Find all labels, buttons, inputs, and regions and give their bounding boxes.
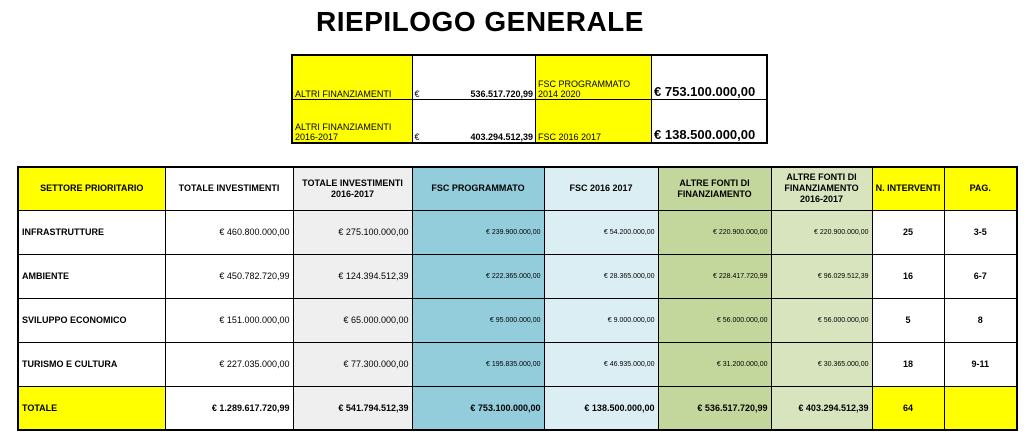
cell-settore: AMBIENTE [18,254,165,298]
summary-value-fsc: € 753.100.000,00 [652,55,767,99]
cell-totale: € 227.035.000,00 [165,342,293,386]
main-table [17,166,1018,431]
cell-altre: € 220.900.000,00 [658,210,771,254]
table-row [18,342,1017,386]
cell-fsc-1617: € 46.935.000,00 [544,342,658,386]
cell-pag: 8 [944,298,1017,342]
summary-label: ALTRI FINANZIAMENTI 2016-2017 [292,99,412,143]
cell-settore: TURISMO E CULTURA [18,342,165,386]
page-title: RIEPILOGO GENERALE [316,6,644,37]
cell-interventi: 16 [872,254,944,298]
header-pag: PAG. [944,167,1017,210]
summary-row [292,55,767,99]
cell-totale: € 151.000.000,00 [165,298,293,342]
cell-altre-1617: € 56.000.000,00 [771,298,872,342]
summary-value: 536.517.720,99 [422,55,536,99]
cell-totale-1617: € 77.300.000,00 [293,342,412,386]
header-interventi: N. INTERVENTI [872,167,944,210]
total-altre-1617: € 403.294.512,39 [771,386,872,430]
cell-pag: 9-11 [944,342,1017,386]
cell-totale-1617: € 124.394.512,39 [293,254,412,298]
header-altre: ALTRE FONTI DI FINANZIAMENTO [658,167,771,210]
cell-pag: 6-7 [944,254,1017,298]
cell-settore: INFRASTRUTTURE [18,210,165,254]
cell-totale-1617: € 275.100.000,00 [293,210,412,254]
header-totale: TOTALE INVESTIMENTI [165,167,293,210]
cell-totale: € 450.782.720,99 [165,254,293,298]
cell-interventi: 25 [872,210,944,254]
header-totale-1617: TOTALE INVESTIMENTI 2016-2017 [293,167,412,210]
total-pag [944,386,1017,430]
summary-row [292,99,767,143]
cell-altre: € 228.417.720,99 [658,254,771,298]
total-interventi: 64 [872,386,944,430]
header-fsc-1617: FSC 2016 2017 [544,167,658,210]
header-settore: SETTORE PRIORITARIO [18,167,165,210]
cell-altre: € 31.200.000,00 [658,342,771,386]
total-fsc: € 753.100.000,00 [412,386,544,430]
summary-currency: € [412,55,422,99]
total-totale: € 1.289.617.720,99 [165,386,293,430]
summary-label-fsc: FSC PROGRAMMATO 2014 2020 [536,55,652,99]
total-altre: € 536.517.720,99 [658,386,771,430]
total-label: TOTALE [18,386,165,430]
cell-totale: € 460.800.000,00 [165,210,293,254]
cell-altre-1617: € 96.029.512,39 [771,254,872,298]
summary-label: ALTRI FINANZIAMENTI [292,55,412,99]
cell-totale-1617: € 65.000.000,00 [293,298,412,342]
cell-interventi: 5 [872,298,944,342]
cell-fsc: € 222.365.000,00 [412,254,544,298]
cell-fsc-1617: € 9.000.000,00 [544,298,658,342]
header-altre-1617: ALTRE FONTI DI FINANZIAMENTO 2016-2017 [771,167,872,210]
header-row [18,167,1017,210]
header-fsc: FSC PROGRAMMATO [412,167,544,210]
summary-currency: € [412,99,422,143]
table-row [18,210,1017,254]
cell-fsc: € 239.900.000,00 [412,210,544,254]
cell-fsc-1617: € 28.365.000,00 [544,254,658,298]
total-totale-1617: € 541.794.512,39 [293,386,412,430]
summary-table [291,54,768,144]
table-row [18,254,1017,298]
cell-interventi: 18 [872,342,944,386]
table-row [18,298,1017,342]
cell-fsc: € 195.835.000,00 [412,342,544,386]
summary-value-fsc: € 138.500.000,00 [652,99,767,143]
total-fsc-1617: € 138.500.000,00 [544,386,658,430]
cell-pag: 3-5 [944,210,1017,254]
cell-fsc-1617: € 54.200.000,00 [544,210,658,254]
cell-settore: SVILUPPO ECONOMICO [18,298,165,342]
cell-altre-1617: € 220.900.000,00 [771,210,872,254]
total-row [18,386,1017,430]
cell-fsc: € 95.000.000,00 [412,298,544,342]
cell-altre: € 56.000.000,00 [658,298,771,342]
cell-altre-1617: € 30.365.000,00 [771,342,872,386]
summary-value: 403.294.512,39 [422,99,536,143]
summary-label-fsc: FSC 2016 2017 [536,99,652,143]
